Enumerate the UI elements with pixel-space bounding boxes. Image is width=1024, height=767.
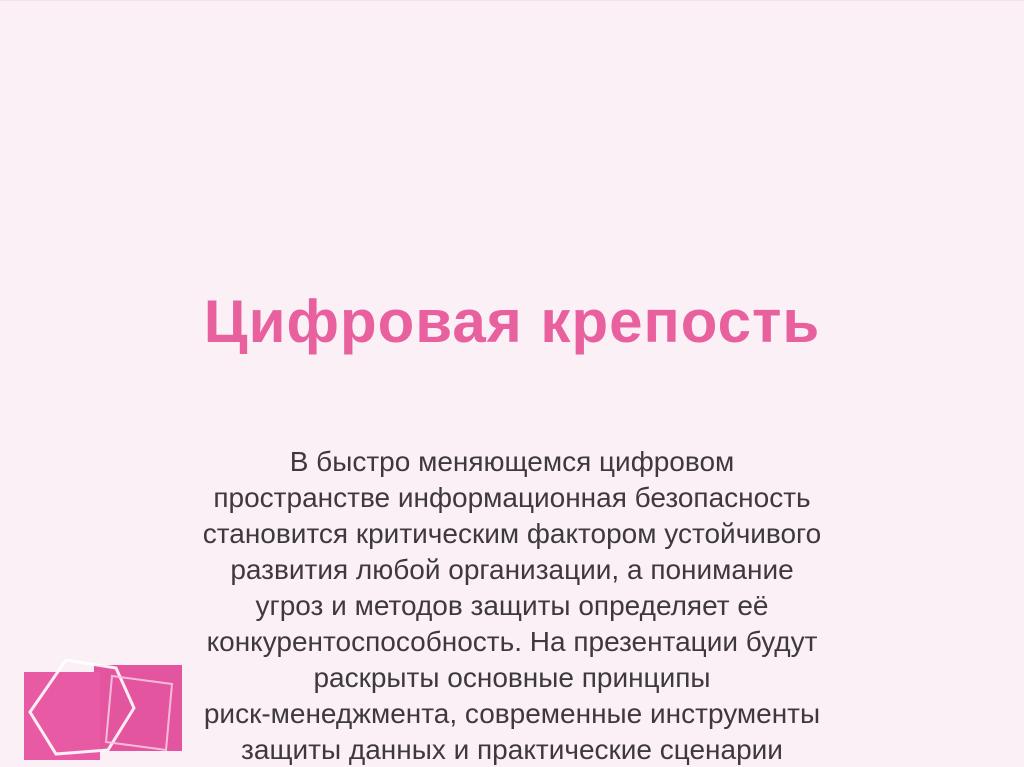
body-line: становится критическим фактором устойчивого: [202, 518, 822, 549]
slide-top-border: [0, 0, 1024, 1]
body-line: развития любой организации, а понимание: [230, 554, 794, 585]
body-line: угроз и методов защиты определяет её: [255, 590, 769, 621]
pink-overlapping-polygons-icon: [16, 650, 196, 767]
body-line: риск-менеджмента, современные инструменты: [203, 698, 821, 729]
body-line: конкурентоспособность. На презентации будут: [206, 626, 818, 657]
body-line: В быстро меняющемся цифровом: [289, 446, 735, 477]
body-line: защиты данных и практические сценарии: [241, 734, 783, 765]
decoration-front-rect: [24, 672, 100, 760]
body-line: пространстве информационная безопасность: [213, 482, 811, 513]
slide-title: Цифровая крепость: [203, 288, 821, 355]
body-line: раскрыты основные принципы: [313, 662, 711, 693]
slide-body-text: [140, 444, 884, 767]
